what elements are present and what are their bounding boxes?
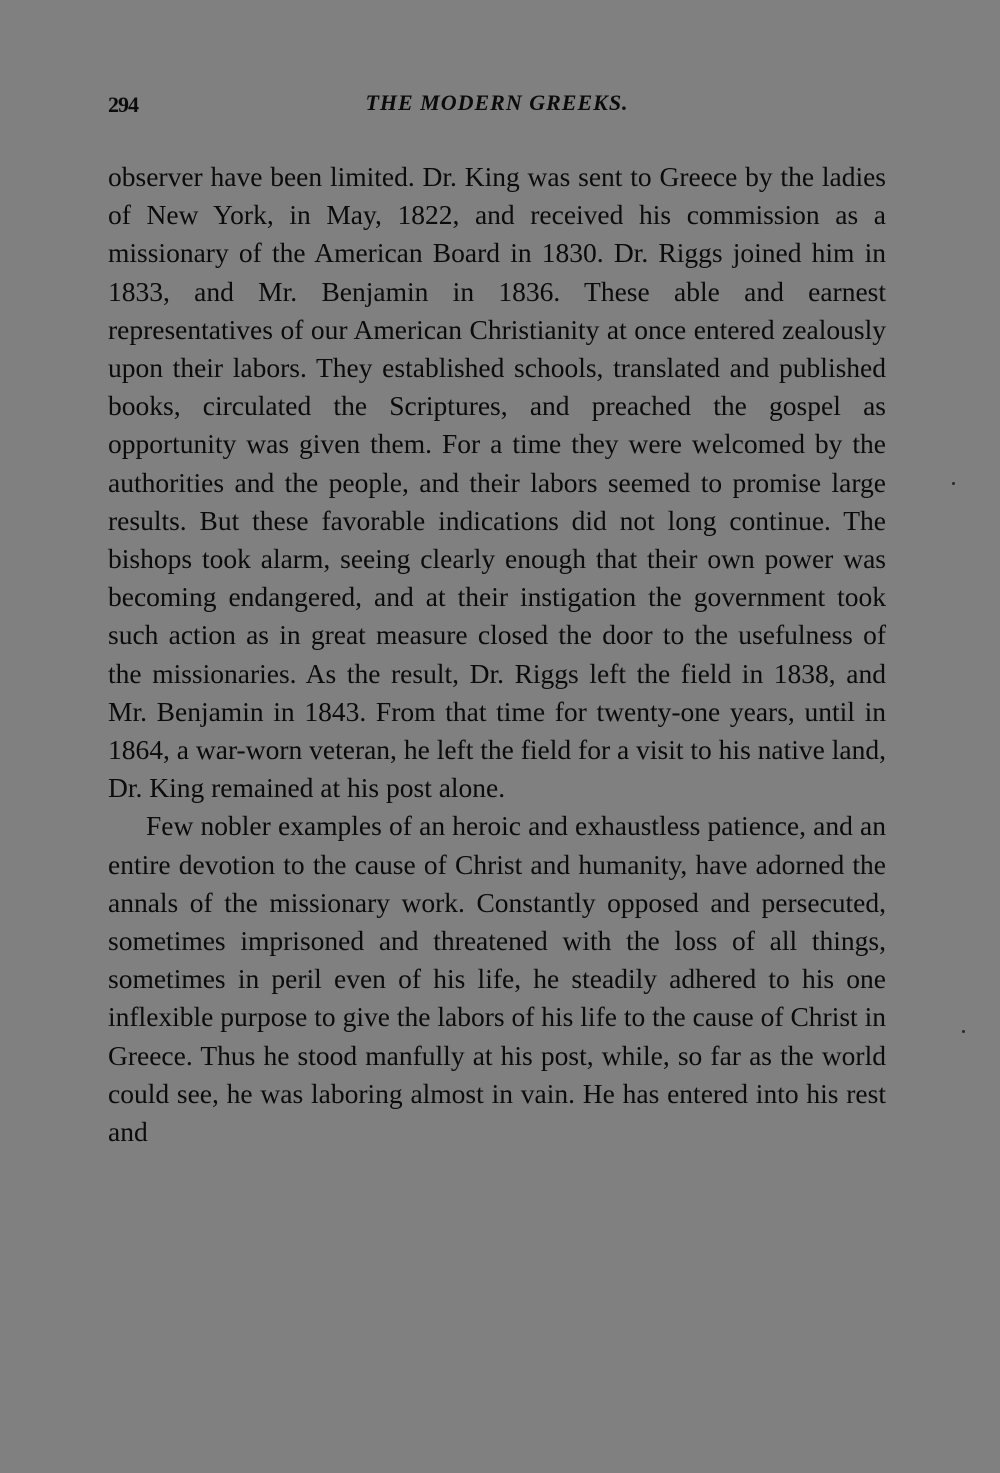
scan-speck <box>952 482 955 485</box>
paragraph: observer have been limited. Dr. King was sent to Greece by the ladies of New York, in May, 1822, and received his commission as a missionary of the American Board in 1830. Dr. Riggs joined him in 1833, and Mr. Benjamin in 1836. These able and earnest representatives of our American Christianity at once entered zealously upon their labors. They established schools, translated and published books, circulated the Scriptures, and preached the gospel as opportunity was given them. For a time they were welcomed by the authorities and the people, and their labors seemed to promise large results. But these favorable indications did not long continue. The bishops took alarm, seeing clearly enough that their own power was becoming endangered, and at their instigation the government took such action as in great measure closed the door to the usefulness of the missionaries. As the result, Dr. Riggs left the field in 1838, and Mr. Benjamin in 1843. From that time for twenty-one years, until in 1864, a war-worn veteran, he left the field for a visit to his native land, Dr. King remained at his post alone. <box>108 161 886 804</box>
body-text <box>108 158 886 1151</box>
paragraph: Few nobler examples of an heroic and exhaustless patience, and an entire devotion to the cause of Christ and humanity, have adorned the annals of the missionary work. Constantly opposed and persecuted, sometimes imprisoned and threatened with the loss of all things, sometimes in peril even of his life, he steadily adhered to his one inflexible purpose to give the labors of his life to the cause of Christ in Greece. Thus he stood manfully at his post, while, so far as the world could see, he was laboring almost in vain. He has entered into his rest and <box>108 810 886 1148</box>
running-title: THE MODERN GREEKS. <box>365 90 629 115</box>
page-number: 294 <box>108 92 138 117</box>
scan-speck <box>962 1030 965 1033</box>
page-header <box>108 86 886 126</box>
